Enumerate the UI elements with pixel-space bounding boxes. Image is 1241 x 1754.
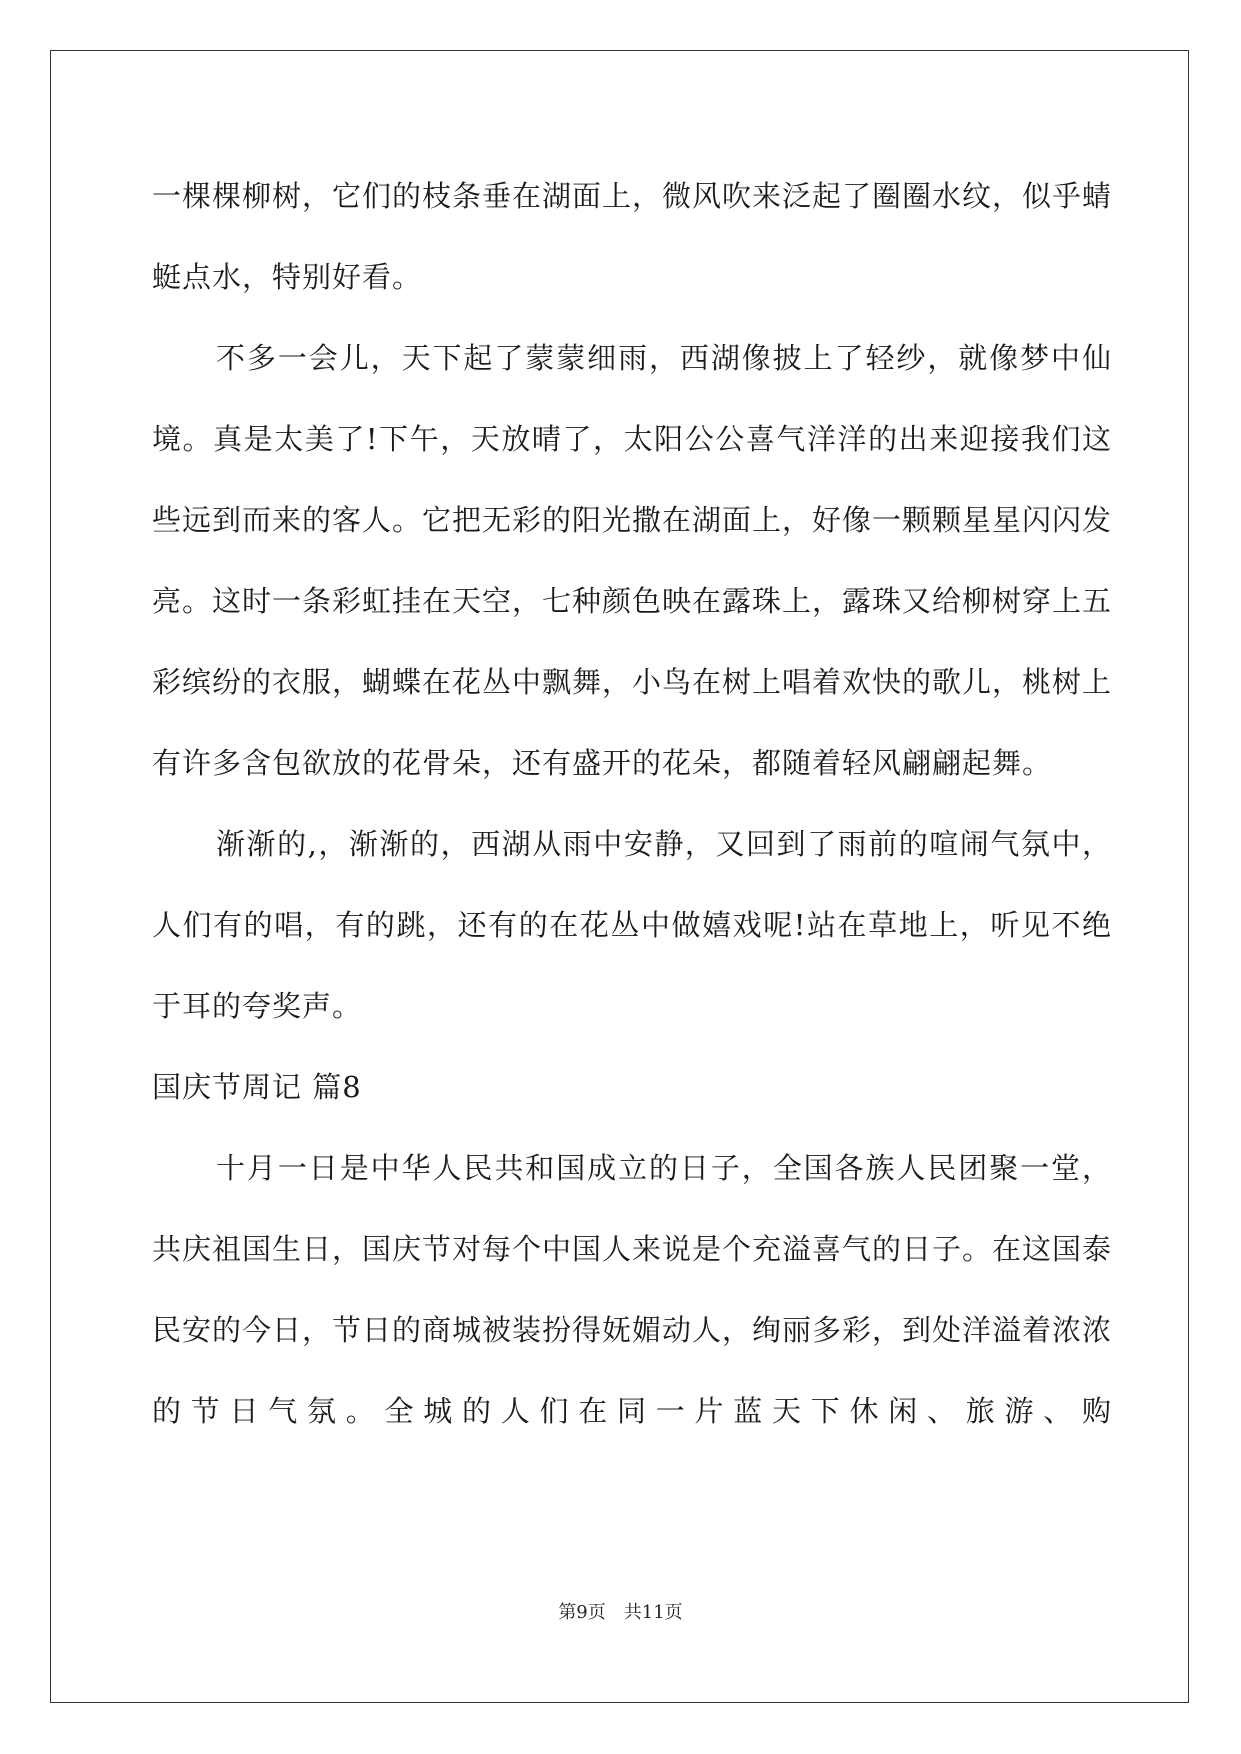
page-number: 第9页 共11页 — [558, 1602, 683, 1623]
paragraph-2: 不多一会儿，天下起了蒙蒙细雨，西湖像披上了轻纱，就像梦中仙境。真是太美了!下午，天放晴了，太阳公公喜气洋洋的出来迎接我们这些远到而来的客人。它把无彩的阳光撒在湖面上，好像一颗颗星星闪闪发亮。这时一条彩虹挂在天空，七种颜色映在露珠上，露珠又给柳树穿上五彩缤纷的衣服，蝴蝶在花丛中飘舞，小鸟在树上唱着欢快的歌儿，桃树上有许多含包欲放的花骨朵，还有盛开的花朵，都随着轻风翩翩起舞。 — [152, 341, 1113, 780]
document-body — [152, 156, 1112, 1452]
page-footer — [0, 1598, 1241, 1624]
paragraph-1: 一棵棵柳树，它们的枝条垂在湖面上，微风吹来泛起了圈圈水纹，似乎蜻蜓点水，特别好看。 — [152, 179, 1113, 294]
section-heading: 国庆节周记 篇8 — [152, 1070, 362, 1104]
paragraph-4: 十月一日是中华人民共和国成立的日子，全国各族人民团聚一堂，共庆祖国生日，国庆节对每个中国人来说是个充溢喜气的日子。在这国泰民安的今日，节日的商城被装扮得妩媚动人，绚丽多彩，到处洋溢着浓浓的节日气氛。全城的人们在同一片蓝天下休闲、旅游、购 — [152, 1151, 1113, 1428]
paragraph-3: 渐渐的,，渐渐的，西湖从雨中安静，又回到了雨前的喧闹气氛中，人们有的唱，有的跳，还有的在花丛中做嬉戏呢!站在草地上，听见不绝于耳的夸奖声。 — [152, 827, 1112, 1023]
